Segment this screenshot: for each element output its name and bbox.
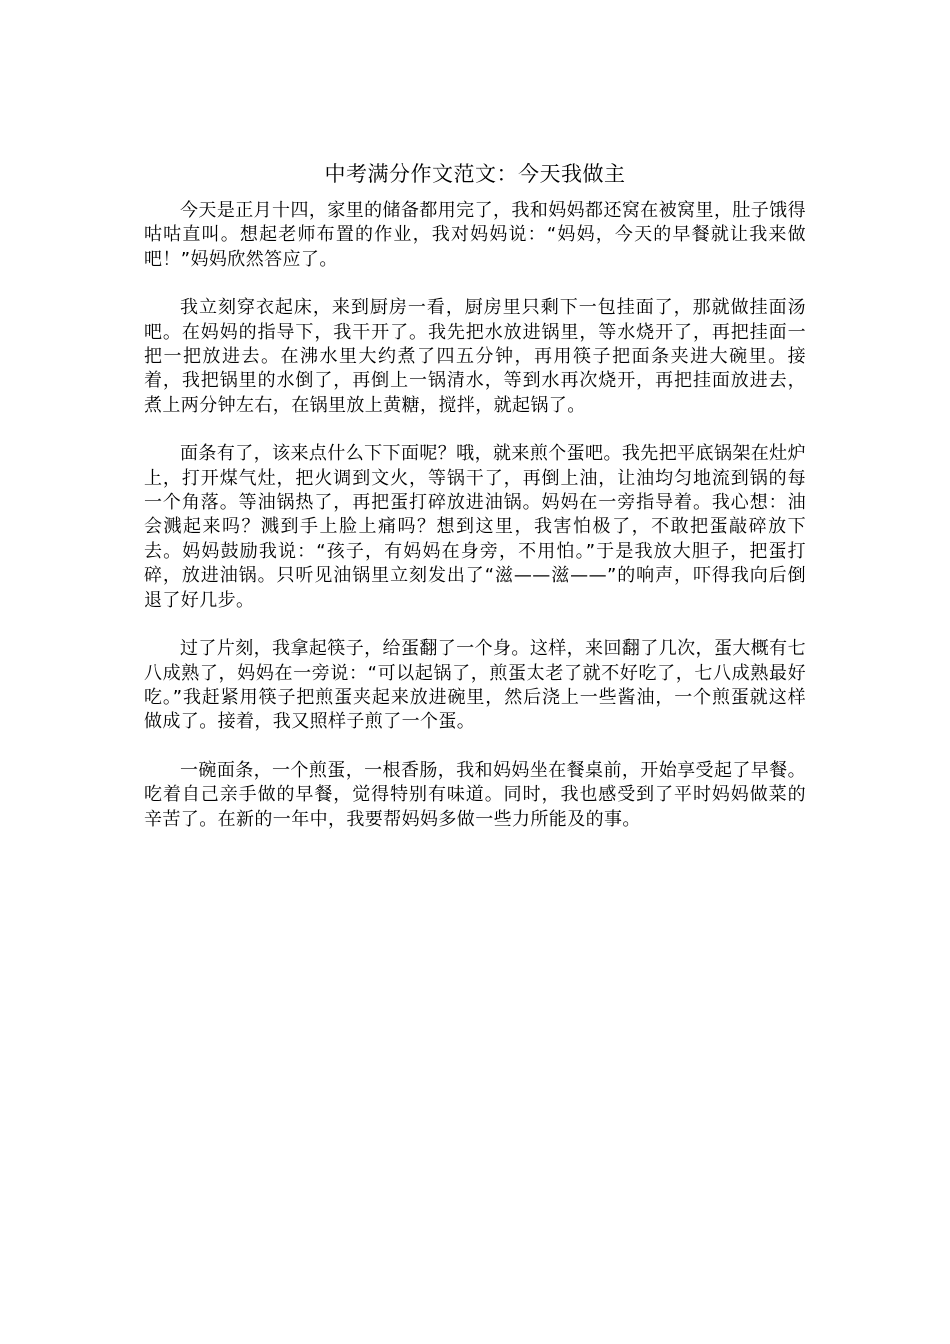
paragraph: 面条有了，该来点什么下下面呢？哦，就来煎个蛋吧。我先把平底锅架在灶炉上，打开煤气灶，把火调到文火，等锅干了，再倒上油，让油均匀地流到锅的每一个角落。等油锅热了，再把蛋打碎放进油锅。妈妈在一旁指导着。我心想：油会溅起来吗？溅到手上脸上痛吗？想到这里，我害怕极了，不敢把蛋敲碎放下去。妈妈鼓励我说：“孩子，有妈妈在身旁，不用怕。”于是我放大胆子，把蛋打碎，放进油锅。只听见油锅里立刻发出了“滋——滋——”的响声，吓得我向后倒退了好几步。 bbox=[144, 443, 806, 611]
paragraph: 过了片刻，我拿起筷子，给蛋翻了一个身。这样，来回翻了几次，蛋大概有七八成熟了，妈妈在一旁说：“可以起锅了，煎蛋太老了就不好吃了，七八成熟最好吃。”我赶紧用筷子把煎蛋夹起来放进碗里，然后浇上一些酱油，一个煎蛋就这样做成了。接着，我又照样子煎了一个蛋。 bbox=[144, 638, 806, 733]
paragraph: 一碗面条，一个煎蛋，一根香肠，我和妈妈坐在餐桌前，开始享受起了早餐。吃着自己亲手做的早餐，觉得特别有味道。同时，我也感受到了平时妈妈做菜的辛苦了。在新的一年中，我要帮妈妈多做一些力所能及的事。 bbox=[144, 759, 806, 830]
document-body bbox=[144, 199, 806, 856]
paragraph: 今天是正月十四，家里的储备都用完了，我和妈妈都还窝在被窝里，肚子饿得咕咕直叫。想起老师布置的作业，我对妈妈说：“妈妈，今天的早餐就让我来做吧！”妈妈欣然答应了。 bbox=[144, 200, 806, 270]
paragraph: 我立刻穿衣起床，来到厨房一看，厨房里只剩下一包挂面了，那就做挂面汤吧。在妈妈的指导下，我干开了。我先把水放进锅里，等水烧开了，再把挂面一把一把放进去。在沸水里大约煮了四五分钟，再用筷子把面条夹进大碗里。接着，我把锅里的水倒了，再倒上一锅清水，等到水再次烧开，再把挂面放进去，煮上两分钟左右，在锅里放上黄糖，搅拌，就起锅了。 bbox=[144, 297, 806, 416]
document-title: 中考满分作文范文：今天我做主 bbox=[324, 162, 626, 186]
